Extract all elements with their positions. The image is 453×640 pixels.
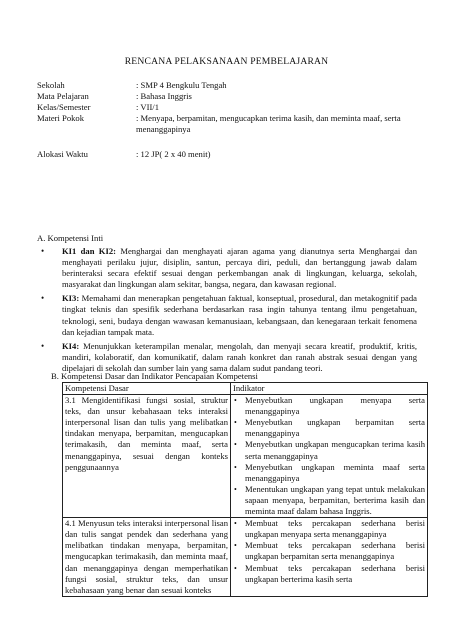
list-item xyxy=(233,439,425,461)
indicator-text: Membuat teks percakapan sederhana berisi ungkapan menyapa serta menanggapinya xyxy=(245,518,425,540)
ki-label: KI3: xyxy=(62,293,80,304)
indicator-text: Menyebutkan ungkapan mengucapkan terima kasih serta menanggapinya xyxy=(245,439,425,461)
meta-value: : SMP 4 Bengkulu Tengah xyxy=(136,80,227,90)
kd-cell: 4.1 Menyusun teks interaksi interpersonal lisan dan tulis sangat pendek dan sederhana yang melibatkan tindakan menyapa, berpamitan, mengucapkan terimakasih, dan meminta maaf, dan menanggapinya dengan memperhatikan fungsi sosial, struktur teks, dan unsur kebahasaan yang benar dan sesuai konteks xyxy=(63,518,231,597)
indicator-text: Membuat teks percakapan sederhana berisi ungkapan berpamitan serta menanggapinya xyxy=(245,540,425,562)
meta-key: Alokasi Waktu xyxy=(37,149,88,159)
ki-text: Menunjukkan keterampilan menalar, mengolah, dan menyaji secara kreatif, produktif, kritis, mandiri, kolaboratif, dan komunikatif, dalam ranah konkret dan ranah abstrak sesuai dengan yang dipelajari di sekolah dan sumber lain yang sama dalam sudut pandang teori. xyxy=(62,340,417,373)
ki-label: KI1 dan KI2: xyxy=(62,246,116,256)
meta-key: Materi Pokok xyxy=(37,113,85,123)
list-item xyxy=(233,540,425,562)
meta-value: : Menyapa, berpamitan, mengucapkan terima kasih, dan meminta maaf, serta menanggapinya xyxy=(136,113,401,135)
meta-key: Sekolah xyxy=(37,80,65,90)
list-item xyxy=(41,293,417,337)
ki-text: Menghargai dan menghayati ajaran agama yang dianutnya serta Menghargai dan menghayati perilaku jujur, disiplin, santun, percaya diri, peduli, dan bertanggung jawab dalam berinteraksi secara efektif sesuai dengan perkembangan anak di lingkungan, keluarga, sekolah, masyarakat dan lingkungan alam sekitar, bangsa, negara, dan kawasan regional. xyxy=(62,246,417,290)
indicator-cell xyxy=(231,395,428,518)
page-title: RENCANA PELAKSANAAN PEMBELAJARAN xyxy=(124,56,329,67)
ki-label: KI4: xyxy=(62,340,80,351)
bullet-icon: • xyxy=(234,484,237,494)
list-item xyxy=(233,484,425,517)
section-heading-kompetensi-dasar: B. Kompetensi Dasar dan Indikator Pencapaian Kompetensi xyxy=(51,371,258,381)
table-header-row xyxy=(63,383,428,395)
list-item xyxy=(41,246,417,290)
meta-value: : Bahasa Inggris xyxy=(136,91,192,101)
meta-value: : VII/1 xyxy=(136,102,159,112)
meta-value: : 12 JP( 2 x 40 menit) xyxy=(136,149,211,159)
bullet-icon: • xyxy=(234,519,237,529)
bullet-icon: • xyxy=(234,440,237,450)
meta-key: Mata Pelajaran xyxy=(37,91,89,101)
list-item xyxy=(233,563,425,585)
kd-cell: 3.1 Mengidentifikasi fungsi sosial, struktur teks, dan unsur kebahasaan teks interaksi interpersonal lisan dan tulis yang melibatkan tindakan menyapa, berpamitan, mengucapkan terimakasih, dan meminta maaf, serta menanggapinya, sesuai dengan konteks penggunaannya xyxy=(63,395,231,518)
bullet-icon: • xyxy=(41,293,45,304)
bullet-icon: • xyxy=(41,246,45,256)
bullet-icon: • xyxy=(41,340,45,351)
column-header: Indikator xyxy=(231,383,428,395)
bullet-icon: • xyxy=(234,563,237,573)
indicator-text: Menyebutkan ungkapan meminta maaf serta menanggapinya xyxy=(245,461,425,483)
indicator-text: Menyebutkan ungkapan menyapa serta menanggapinya xyxy=(245,395,425,417)
table-row xyxy=(63,395,428,518)
list-item xyxy=(41,340,417,374)
indicator-text: Membuat teks percakapan sederhana berisi ungkapan berterima kasih serta xyxy=(245,562,425,584)
indicator-cell xyxy=(231,518,428,597)
indicator-list xyxy=(233,518,425,585)
indicator-list xyxy=(233,395,425,517)
list-item xyxy=(233,417,425,439)
column-header: Kompetensi Dasar xyxy=(63,383,231,395)
kompetensi-dasar-table xyxy=(62,382,428,597)
kompetensi-inti-list xyxy=(41,246,417,375)
indicator-text: Menyebutkan ungkapan berpamitan serta menanggapinya xyxy=(245,417,425,439)
bullet-icon: • xyxy=(234,541,237,551)
section-heading-kompetensi-inti: A. Kompetensi Inti xyxy=(37,233,104,243)
bullet-icon: • xyxy=(234,462,237,472)
meta-key: Kelas/Semester xyxy=(37,102,91,112)
ki-text: Memahami dan menerapkan pengetahuan faktual, konseptual, prosedural, dan metakognitif pada tingkat teknis dan spesifik sederhana berdasarkan rasa ingin tahunya tentang ilmu pengetahuan, teknologi, seni, budaya dengan wawasan kemanusiaan, kebangsaan, dan kenegaraan terkait fenomena dan kejadian tampak mata. xyxy=(62,293,417,337)
table-row xyxy=(63,518,428,597)
bullet-icon: • xyxy=(234,418,237,428)
list-item xyxy=(233,395,425,417)
list-item xyxy=(233,462,425,484)
list-item xyxy=(233,518,425,540)
bullet-icon: • xyxy=(234,396,237,406)
indicator-text: Menentukan ungkapan yang tepat untuk melakukan sapaan menyapa, berpamitan, berterima kasih dan meminta maaf dalam bahasa Inggris. xyxy=(245,483,425,517)
